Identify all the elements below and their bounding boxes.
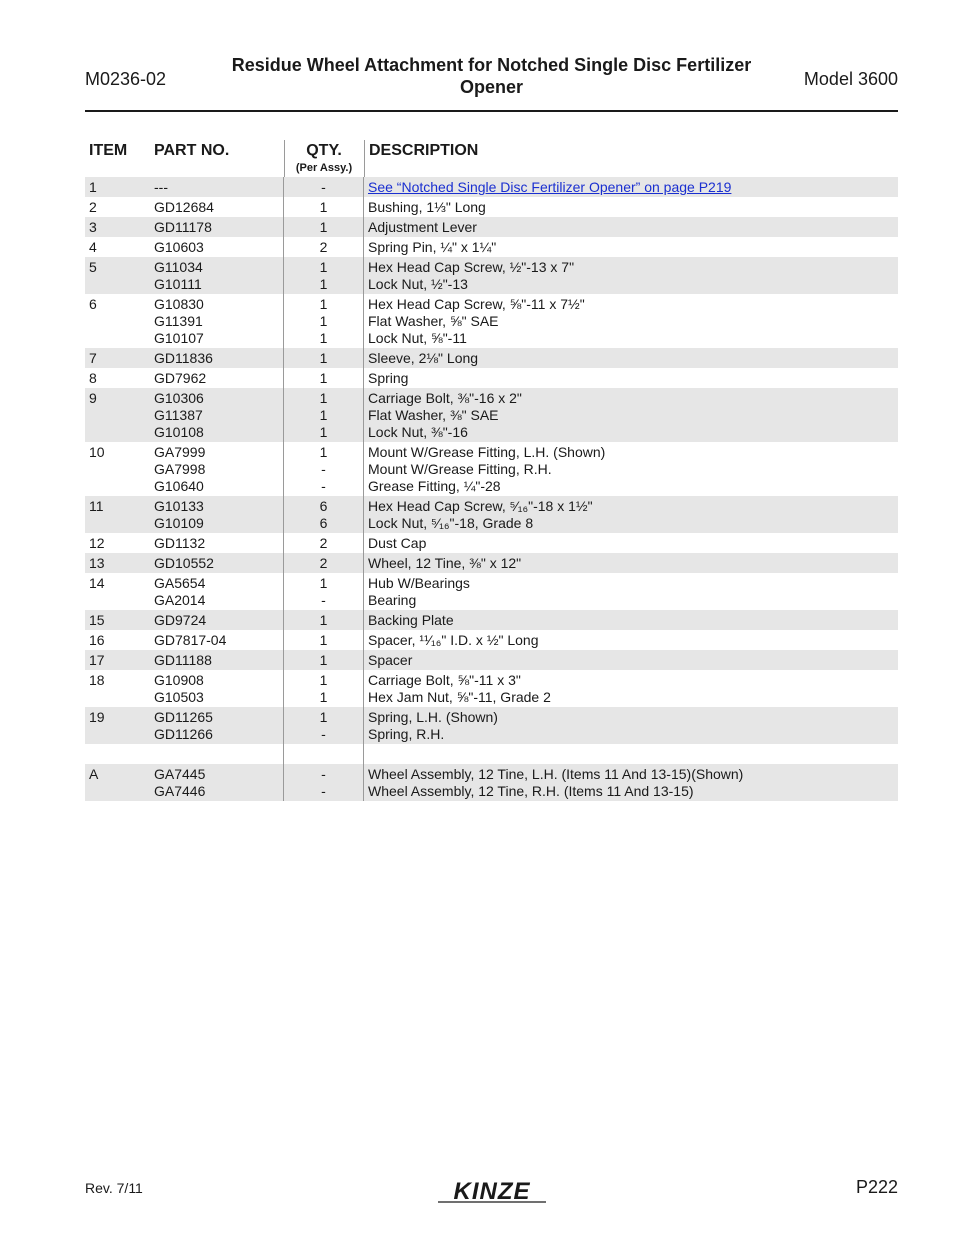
item-number: 14	[89, 575, 105, 591]
table-row	[85, 368, 898, 388]
part-number: GA7446	[154, 783, 206, 799]
item-number: 17	[89, 652, 105, 668]
table-row	[85, 533, 898, 553]
column-header-part: PART NO.	[154, 142, 230, 159]
part-number-cell	[139, 368, 284, 388]
quantity-cell	[284, 442, 364, 496]
quantity: 2	[319, 239, 328, 255]
column-header-qty-sub: (Per Assy.)	[295, 162, 353, 174]
part-number: G10503	[154, 689, 204, 705]
description: Dust Cap	[368, 535, 427, 551]
quantity: 1	[319, 424, 328, 440]
header-rule	[85, 110, 898, 112]
description-cell	[364, 294, 898, 348]
description: Wheel, 12 Tine, ⅜" x 12"	[368, 555, 522, 571]
part-number-cell	[139, 707, 284, 744]
quantity-cell	[284, 553, 364, 573]
part-number: GD9724	[154, 612, 207, 628]
quantity: 1	[319, 350, 328, 366]
quantity-cell	[284, 670, 364, 707]
part-number-cell	[139, 348, 284, 368]
description-cell	[364, 764, 898, 801]
quantity: -	[321, 766, 326, 782]
part-number: GA7998	[154, 461, 206, 477]
part-number-cell	[139, 553, 284, 573]
part-number: G10640	[154, 478, 204, 494]
quantity: 1	[319, 296, 328, 312]
description: Spring	[368, 370, 409, 386]
quantity-cell	[284, 650, 364, 670]
description: Mount W/Grease Fitting, R.H.	[368, 461, 552, 477]
description-cell	[364, 177, 898, 197]
quantity: -	[321, 726, 326, 742]
quantity-cell	[284, 294, 364, 348]
reference-link[interactable]: See “Notched Single Disc Fertilizer Opener” on page P219	[368, 179, 732, 195]
part-number-cell	[139, 442, 284, 496]
quantity: 6	[319, 498, 328, 514]
description-cell	[364, 197, 898, 217]
table-row	[85, 294, 898, 348]
part-number: GA7999	[154, 444, 206, 460]
description: Bearing	[368, 592, 417, 608]
part-number-cell	[139, 496, 284, 533]
quantity: 1	[319, 575, 328, 591]
table-row	[85, 573, 898, 610]
description-cell	[364, 553, 898, 573]
description-cell	[364, 533, 898, 553]
quantity: 1	[319, 709, 328, 725]
quantity: 1	[319, 330, 328, 346]
table-row	[85, 237, 898, 257]
quantity: 6	[319, 515, 328, 531]
description-cell	[364, 573, 898, 610]
description-cell	[364, 707, 898, 744]
column-divider	[284, 140, 285, 177]
quantity-cell	[284, 707, 364, 744]
part-number: GD10552	[154, 555, 214, 571]
description: Hex Head Cap Screw, ⁵⁄₁₆"-18 x 1½"	[368, 498, 593, 514]
part-number: G10111	[154, 276, 202, 292]
item-number: 4	[89, 239, 97, 255]
description: Bushing, 1⅓" Long	[368, 199, 486, 215]
part-number-cell	[139, 257, 284, 294]
description: Flat Washer, ⅝" SAE	[368, 313, 499, 329]
quantity-cell	[284, 388, 364, 442]
quantity-cell	[284, 348, 364, 368]
table-row	[85, 630, 898, 650]
table-row	[85, 496, 898, 533]
part-number: GD7817-04	[154, 632, 227, 648]
description: Hex Jam Nut, ⅝"-11, Grade 2	[368, 689, 551, 705]
quantity-cell	[284, 197, 364, 217]
item-number: 5	[89, 259, 97, 275]
part-number: GD11266	[154, 726, 213, 742]
part-number: GA5654	[154, 575, 206, 591]
table-row	[85, 177, 898, 197]
item-number: 9	[89, 390, 97, 406]
description: Sleeve, 2⅛" Long	[368, 350, 479, 366]
table-row	[85, 553, 898, 573]
table-row	[85, 764, 898, 801]
part-number: G10908	[154, 672, 204, 688]
quantity: -	[321, 179, 326, 195]
part-number: G10306	[154, 390, 204, 406]
logo-text: KINZE	[453, 1178, 531, 1204]
description-cell	[364, 650, 898, 670]
column-header-qty: QTY.	[306, 142, 342, 159]
page-header	[85, 52, 898, 110]
part-number: GD7962	[154, 370, 207, 386]
page-number: P222	[855, 1177, 898, 1197]
column-header-item: ITEM	[89, 142, 128, 159]
table-row	[85, 388, 898, 442]
description: Spacer, ¹¹⁄₁₆" I.D. x ½" Long	[368, 632, 539, 648]
part-number: GD12684	[154, 199, 214, 215]
quantity: 2	[319, 535, 328, 551]
kinze-logo	[432, 1178, 552, 1204]
table-body	[85, 177, 898, 801]
item-number: 10	[89, 444, 105, 460]
quantity: 1	[319, 612, 328, 628]
part-number-cell	[139, 764, 284, 801]
part-number: G10109	[154, 515, 204, 531]
quantity-cell	[284, 533, 364, 553]
quantity: -	[321, 478, 326, 494]
part-number: GD11188	[154, 652, 212, 668]
part-number: G10108	[154, 424, 204, 440]
table-row	[85, 610, 898, 630]
quantity: 1	[319, 444, 328, 460]
item-number: A	[89, 766, 99, 782]
description: Lock Nut, ½"-13	[368, 276, 468, 292]
description-cell	[364, 257, 898, 294]
part-number-cell	[139, 177, 284, 197]
quantity-cell	[284, 217, 364, 237]
quantity: 1	[319, 689, 328, 705]
item-number: 3	[89, 219, 97, 235]
item-number: 7	[89, 350, 97, 366]
description-cell	[364, 388, 898, 442]
quantity: 1	[319, 276, 328, 292]
description: Carriage Bolt, ⅜"-16 x 2"	[368, 390, 522, 406]
part-number: GD1132	[154, 535, 206, 551]
item-number: 19	[89, 709, 105, 725]
description: Backing Plate	[368, 612, 454, 628]
quantity: 1	[319, 407, 328, 423]
part-number-cell	[139, 237, 284, 257]
quantity-cell	[284, 573, 364, 610]
description: Grease Fitting, ¼"-28	[368, 478, 501, 494]
description: Hex Head Cap Screw, ½"-13 x 7"	[368, 259, 575, 275]
quantity: 1	[319, 259, 328, 275]
description-cell	[364, 630, 898, 650]
table-spacer-row	[85, 744, 898, 764]
part-number: GD11265	[154, 709, 213, 725]
description-cell	[364, 217, 898, 237]
item-number: 1	[89, 179, 97, 195]
part-number: G10603	[154, 239, 204, 255]
description: Carriage Bolt, ⅝"-11 x 3"	[368, 672, 521, 688]
table-row	[85, 670, 898, 707]
part-number: G11391	[154, 313, 203, 329]
description-cell	[364, 442, 898, 496]
description: Spring, L.H. (Shown)	[368, 709, 498, 725]
description: Lock Nut, ⅜"-16	[368, 424, 468, 440]
quantity: 2	[319, 555, 328, 571]
page-title: Residue Wheel Attachment for Notched Single Disc Fertilizer Opener	[231, 55, 752, 97]
part-number: ---	[154, 179, 168, 195]
part-number: G10107	[154, 330, 204, 346]
column-header-description: DESCRIPTION	[369, 142, 479, 159]
description-cell	[364, 237, 898, 257]
description: Hub W/Bearings	[368, 575, 470, 591]
quantity-cell	[284, 764, 364, 801]
part-number: GD11836	[154, 350, 213, 366]
item-number: 15	[89, 612, 105, 628]
part-number: GA7445	[154, 766, 206, 782]
quantity: 1	[319, 313, 328, 329]
table-header	[85, 138, 898, 177]
description: Wheel Assembly, 12 Tine, L.H. (Items 11 And 13-15)(Shown)	[368, 766, 744, 782]
part-number: G10133	[154, 498, 204, 514]
description: Spring, R.H.	[368, 726, 445, 742]
description: Spring Pin, ¼" x 1¼"	[368, 239, 497, 255]
table-row	[85, 707, 898, 744]
part-number: G11387	[154, 407, 203, 423]
table-row	[85, 217, 898, 237]
description: Flat Washer, ⅜" SAE	[368, 407, 499, 423]
part-number-cell	[139, 610, 284, 630]
item-number: 6	[89, 296, 97, 312]
quantity-cell	[284, 257, 364, 294]
description: Hex Head Cap Screw, ⅝"-11 x 7½"	[368, 296, 585, 312]
description: Wheel Assembly, 12 Tine, R.H. (Items 11 And 13-15)	[368, 783, 694, 799]
quantity: 1	[319, 652, 328, 668]
part-number-cell	[139, 533, 284, 553]
quantity: -	[321, 783, 326, 799]
quantity-cell	[284, 368, 364, 388]
part-number-cell	[139, 630, 284, 650]
part-number: G10830	[154, 296, 204, 312]
quantity-cell	[284, 177, 364, 197]
item-number: 8	[89, 370, 97, 386]
part-number: G11034	[154, 259, 203, 275]
description-cell	[364, 496, 898, 533]
column-divider	[364, 140, 365, 177]
item-number: 13	[89, 555, 105, 571]
model-label: Model 3600	[803, 69, 898, 89]
part-number-cell	[139, 670, 284, 707]
parts-table	[85, 138, 898, 801]
description: Lock Nut, ⁵⁄₁₆"-18, Grade 8	[368, 515, 534, 531]
table-row	[85, 348, 898, 368]
item-number: 18	[89, 672, 105, 688]
quantity-cell	[284, 610, 364, 630]
part-number-cell	[139, 197, 284, 217]
quantity-cell	[284, 496, 364, 533]
quantity: 1	[319, 199, 328, 215]
description: Mount W/Grease Fitting, L.H. (Shown)	[368, 444, 606, 460]
description: Adjustment Lever	[368, 219, 477, 235]
part-number-cell	[139, 217, 284, 237]
description-cell	[364, 670, 898, 707]
part-number-cell	[139, 650, 284, 670]
part-number-cell	[139, 573, 284, 610]
table-row	[85, 257, 898, 294]
quantity: 1	[319, 632, 328, 648]
table-row	[85, 197, 898, 217]
description-cell	[364, 610, 898, 630]
description-cell	[364, 368, 898, 388]
quantity: 1	[319, 390, 328, 406]
quantity: 1	[319, 219, 328, 235]
part-number-cell	[139, 388, 284, 442]
table-row	[85, 442, 898, 496]
description-cell	[364, 348, 898, 368]
document-number: M0236-02	[85, 69, 167, 89]
revision-label: Rev. 7/11	[85, 1180, 143, 1196]
description: Spacer	[368, 652, 413, 668]
item-number: 11	[89, 498, 104, 514]
quantity: -	[321, 461, 326, 477]
part-number-cell	[139, 294, 284, 348]
quantity: 1	[319, 672, 328, 688]
part-number: GD11178	[154, 219, 212, 235]
quantity: 1	[319, 370, 328, 386]
quantity-cell	[284, 237, 364, 257]
item-number: 2	[89, 199, 97, 215]
table-row	[85, 650, 898, 670]
part-number: GA2014	[154, 592, 206, 608]
quantity: -	[321, 592, 326, 608]
item-number: 12	[89, 535, 105, 551]
description: Lock Nut, ⅝"-11	[368, 330, 467, 346]
quantity-cell	[284, 630, 364, 650]
item-number: 16	[89, 632, 105, 648]
